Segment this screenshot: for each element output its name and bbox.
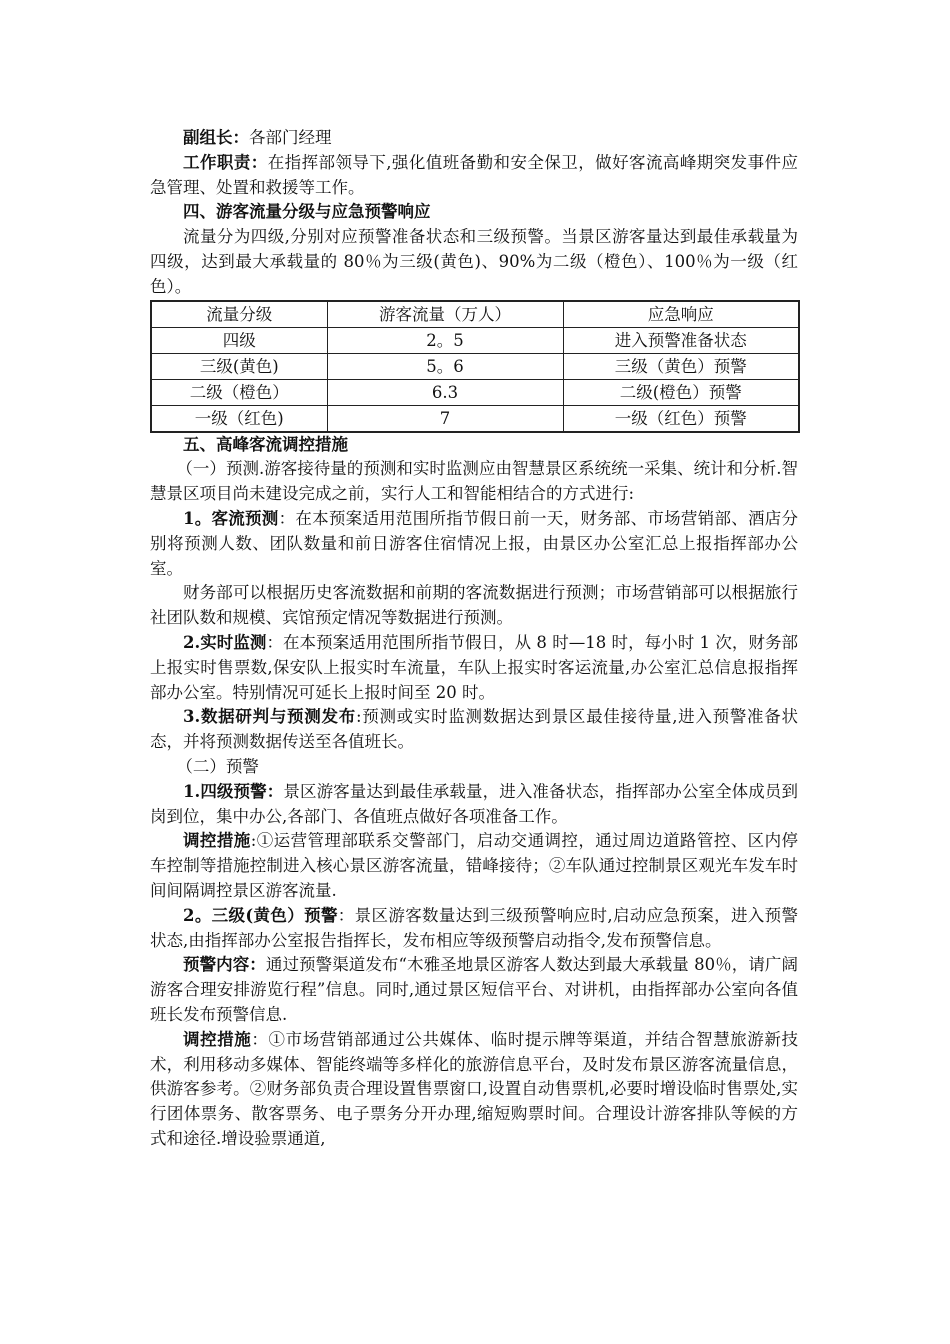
label-control-measures: 调控措施 <box>183 831 251 851</box>
paragraph-deputy-leader <box>150 126 798 151</box>
label-data-analysis: 3.数据研判与预测发布 <box>183 707 356 727</box>
table-cell: 5。6 <box>327 353 563 379</box>
table-cell: 6.3 <box>327 379 563 405</box>
label-flow-forecast: 1。客流预测 <box>183 508 279 528</box>
text-duties: 在指挥部领导下,强化值班备勤和安全保卫，做好客流高峰期突发事件应急管理、处置和救援等工作。 <box>150 152 798 197</box>
section-heading-4: 四、游客流量分级与应急预警响应 <box>183 202 431 222</box>
table-cell: 四级 <box>151 327 327 353</box>
table-cell: 二级(橙色）预警 <box>563 379 799 405</box>
table-cell: 2。5 <box>327 327 563 353</box>
paragraph-flow-levels: 流量分为四级,分别对应预警准备状态和三级预警。当景区游客量达到最佳承载量为四级，达到最大承载量的 80％为三级(黄色)、90%为二级（橙色）、100％为一级（红色）。 <box>150 227 798 296</box>
text-deputy-leader: 各部门经理 <box>249 128 332 147</box>
paragraph-forecast-intro: （一）预测.游客接待量的预测和实时监测应由智慧景区系统统一采集、统计和分析.智慧景区项目尚未建设完成之前，实行人工和智能相结合的方式进行: <box>150 459 798 504</box>
label-duties: 工作职责： <box>183 152 268 172</box>
table-cell: 一级（红色) <box>151 405 327 432</box>
label-warning-content: 预警内容： <box>183 955 266 975</box>
paragraph-realtime-monitoring: 2.实时监测：在本预案适用范围所指节假日，从 8 时—18 时，每小时 1 次，财务部上报实时售票数,保安队上报实时车流量，车队上报实时客运流量,办公室汇总信息报指挥部办公室。特别情况可延长上报时间至 20 时。 <box>150 632 799 702</box>
paragraph-duties <box>150 151 798 201</box>
table-cell: 进入预警准备状态 <box>563 327 799 353</box>
paragraph-control-measures-2: 调控措施：①市场营销部通过公共媒体、临时提示牌等渠道，并结合智慧旅游新技术，利用移动多媒体、智能终端等多样化的旅游信息平台，及时发布景区游客流量信息，供游客参考。②财务部负责合理设置售票窗口,设置自动售票机,必要时增设临时售票处,实行团体票务、散客票务、电子票务分开办理,缩短购票时间。合理设计游客排队等候的方式和途径.增设验票通道, <box>150 1029 799 1148</box>
table-row <box>151 353 799 379</box>
paragraph-level4-warning: 1.四级预警：景区游客量达到最佳承载量，进入准备状态，指挥部办公室全体成员到岗到位，集中办公,各部门、各值班点做好各项准备工作。 <box>150 781 798 826</box>
paragraph-data-analysis: 3.数据研判与预测发布:预测或实时监测数据达到景区最佳接待量,进入预警准备状态，并将预测数据传送至各值班长。 <box>150 707 798 752</box>
paragraph-control-measures-1: 调控措施:①运营管理部联系交警部门，启动交通调控，通过周边道路管控、区内停车控制等措施控制进入核心景区游客流量，错峰接待；②车队通过控制景区观光车发车时间间隔调控景区游客流量. <box>150 831 799 900</box>
label-deputy-leader: 副组长： <box>183 128 249 147</box>
paragraph-warning-heading: （二）预警 <box>176 756 259 776</box>
paragraph-warning-content: 预警内容：通过预警渠道发布“木雅圣地景区游客人数达到最大承载量 80％，请广阔游客合理安排游览行程”信息。同时,通过景区短信平台、对讲机，由指挥部办公室向各值班长发布预警信息. <box>150 955 798 1024</box>
table-header-cell: 应急响应 <box>563 301 799 328</box>
paragraph-level3-warning: 2。三级(黄色）预警：景区游客数量达到三级预警响应时,启动应急预案，进入预警状态,由指挥部办公室报告指挥长，发布相应等级预警启动指令,发布预警信息。 <box>150 905 798 950</box>
paragraph-finance-forecast: 财务部可以根据历史客流数据和前期的客流数据进行预测；市场营销部可以根据旅行社团队数和规模、宾馆预定情况等数据进行预测。 <box>150 583 798 628</box>
label-realtime-monitoring: 2.实时监测 <box>183 632 267 652</box>
table-cell: 三级（黄色）预警 <box>563 353 799 379</box>
label-level3-warning: 2。三级(黄色）预警 <box>183 905 338 925</box>
table-row <box>151 327 799 353</box>
table-header-row <box>151 301 799 328</box>
table-header-cell: 游客流量（万人） <box>327 301 563 328</box>
flow-level-table <box>150 300 800 433</box>
table-cell: 三级(黄色) <box>151 353 327 379</box>
table-header-cell: 流量分级 <box>151 301 327 328</box>
table-row <box>151 379 799 405</box>
table-row <box>151 405 799 432</box>
table-cell: 一级（红色）预警 <box>563 405 799 432</box>
label-control-measures: 调控措施 <box>183 1029 252 1049</box>
label-level4-warning: 1.四级预警： <box>183 781 284 801</box>
document-body <box>150 126 798 1152</box>
section-heading-5: 五、高峰客流调控措施 <box>183 434 348 454</box>
table-cell: 7 <box>327 405 563 432</box>
table-cell: 二级（橙色） <box>151 379 327 405</box>
paragraph-flow-forecast: 1。客流预测：在本预案适用范围所指节假日前一天，财务部、市场营销部、酒店分别将预测人数、团队数量和前日游客住宿情况上报，由景区办公室汇总上报指挥部办公室。 <box>150 508 799 578</box>
